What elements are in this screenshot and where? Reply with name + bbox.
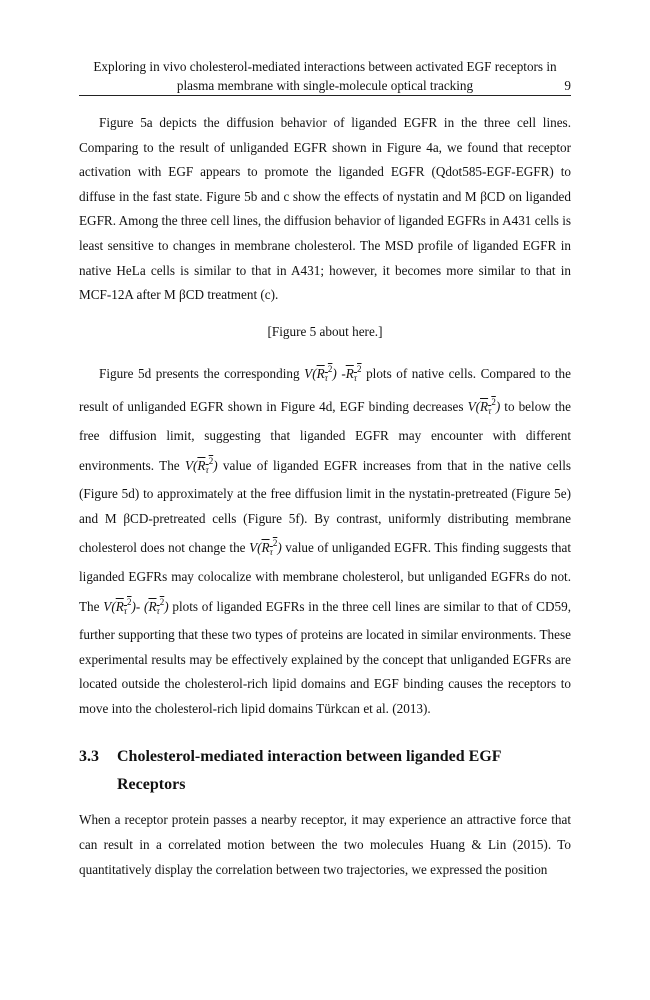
math-v-r: $V(R_\tau^2)$	[249, 538, 282, 558]
page-number: 9	[564, 78, 571, 93]
header-rule	[79, 95, 571, 96]
math-v-r-vs-r: $V(R_\tau^2)-$ $(R_\tau^2)$	[103, 596, 169, 616]
paragraph-correlated-motion: When a receptor protein passes a nearby receptor, it may experience an attractive force that can result in a correlated motion between the two molecules Huang & Lin (2015). To quantitatively display the correlation between two trajectories, we expressed the position	[79, 812, 571, 877]
section-heading	[79, 743, 571, 799]
paragraph-figure5-variance: Figure 5d presents the corresponding $V(R_\tau^2)$ $-R_\tau^2$ plots of native cells. Compared to the result of unliganded EGFR shown in Figure 4d, EGF binding decreases $V(R_\tau^2)$ to below the free diffusion limit, suggesting that liganded EGFR may encounter with different environments. The $V(R_\tau^2)$ value of liganded EGFR increases from that in the native cells (Figure 5d) to approximately at the free diffusion limit in the nystatin-pretreated (Figure 5e) and M βCD-pretreated cells (Figure 5f). By contrast, uniformly distributing membrane cholesterol does not change the $V(R_\tau^2)$ value of unliganded EGFR. This finding suggests that liganded EGFRs may colocalize with membrane cholesterol, but unliganded EGFRs do not. The $V(R_\tau^2)-$ $(R_\tau^2)$ plots of liganded EGFRs in the three cell lines are similar to that of CD59, further supporting that these two types of proteins are located in similar environments. These experimental results may be effectively explained by the concept that unliganded EGFRs are located outside the cholesterol-rich lipid domains and EGF binding causes the receptors to move into the cholesterol-rich lipid domains Türkcan et al. (2013).	[79, 363, 571, 716]
page-body	[79, 111, 571, 882]
header-title-line-2: plasma membrane with single-molecule optical tracking	[176, 78, 474, 93]
figure-placeholder-note: [Figure 5 about here.]	[267, 323, 383, 339]
paragraph-figure5-intro: Figure 5a depicts the diffusion behavior of liganded EGFR in the three cell lines. Comparing to the result of unliganded EGFR shown in Figure 4a, we found that receptor activation with EGF appears to promote the liganded EGFR (Qdot585-EGF-EGFR) to diffuse in the fast state. Figure 5b and c show the effects of nystatin and M βCD on liganded EGFR. Among the three cell lines, the diffusion behavior of liganded EGFRs in A431 cells is least sensitive to changes in membrane cholesterol. The MSD profile of liganded EGFR in native HeLa cells is similar to that in A431; however, it becomes more similar to that in MCF-12A after M βCD treatment (c).	[79, 115, 571, 303]
math-v-r-vs-r: $V(R_\tau^2)$ $-R_\tau^2$	[304, 363, 362, 383]
running-header	[79, 57, 571, 95]
section-number: 3.3	[79, 748, 99, 766]
math-v-r: $V(R_\tau^2)$	[184, 455, 218, 475]
section-title: Cholesterol-mediated interaction between liganded EGF Receptors	[117, 748, 501, 794]
header-title-line-1: Exploring in vivo cholesterol-mediated interactions between activated EGF receptors in	[93, 59, 557, 74]
math-v-r: $V(R_\tau^2)$	[467, 397, 501, 417]
